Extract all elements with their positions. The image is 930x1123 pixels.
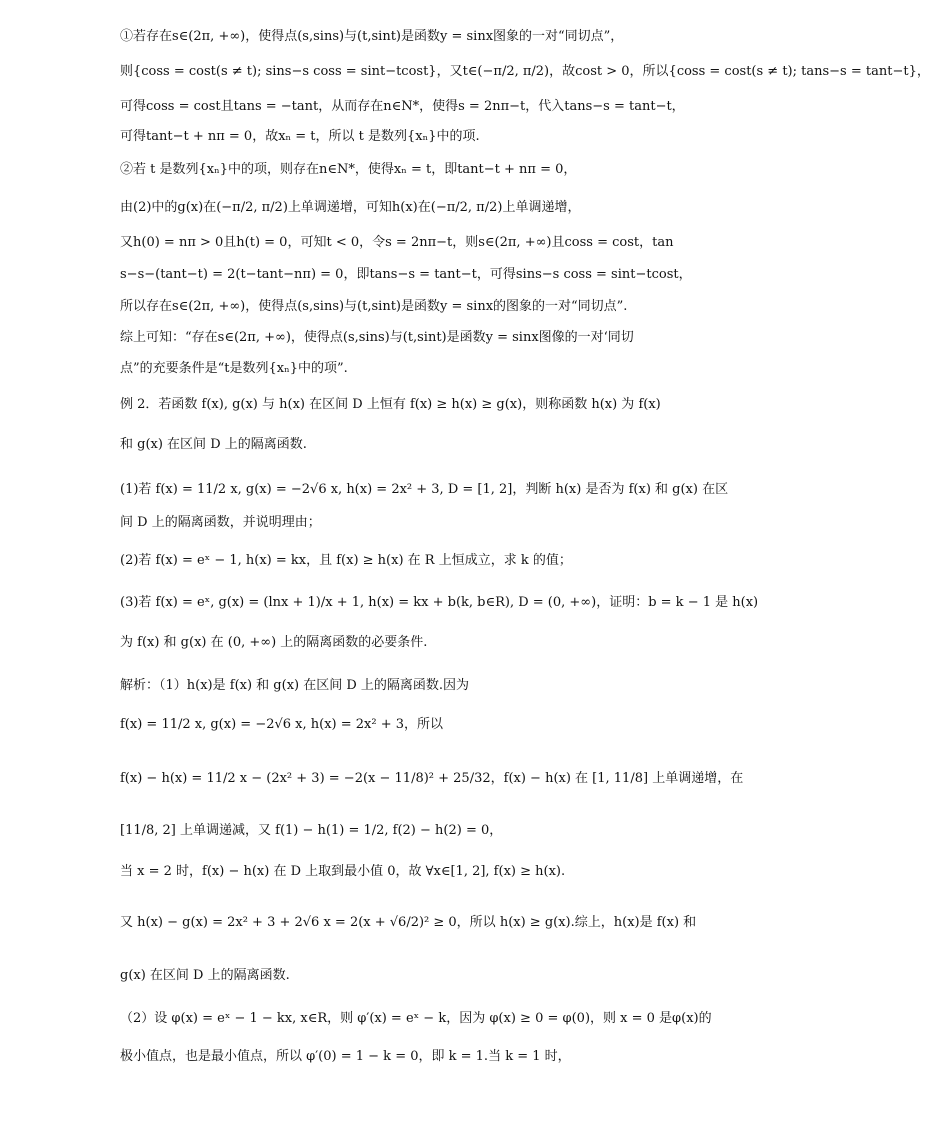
question-2: (2)若 f(x) = eˣ − 1, h(x) = kx，且 f(x) ≥ h(x) 在 R 上恒成立，求 k 的值；: [120, 553, 572, 568]
text-line-1: ①若存在s∈(2π, +∞)，使得点(s,sins)与(t,sint)是函数y = sinx图象的一对“同切点”，: [120, 29, 624, 44]
example-heading: 例 2．若函数 f(x), g(x) 与 h(x) 在区间 D 上恒有 f(x) ≥ h(x) ≥ g(x)，则称函数 h(x) 为 f(x): [120, 397, 661, 412]
text-line-6: 由(2)中的g(x)在(−π/2, π/2)上单调递增，可知h(x)在(−π/2, π/2)上单调递增，: [120, 200, 581, 215]
text-line-13: 和 g(x) 在区间 D 上的隔离函数.: [120, 437, 307, 452]
text-line-20: f(x) = 11/2 x, g(x) = −2√6 x, h(x) = 2x² + 3，所以: [120, 717, 444, 732]
text-line-4: 可得tant−t + nπ = 0，故xₙ = t，所以 t 是数列{xₙ}中的项.: [120, 129, 480, 144]
text-line-21: f(x) − h(x) = 11/2 x − (2x² + 3) = −2(x − 11/8)² + 25/32，f(x) − h(x) 在 [1, 11/8] 上单调递增，在: [120, 771, 744, 786]
text-line-3: 可得coss = cost且tans = −tant，从而存在n∈N*，使得s = 2nπ−t，代入tans−s = tant−t，: [120, 99, 685, 114]
text-line-8: s−s−(tant−t) = 2(t−tant−nπ) = 0，即tans−s = tant−t，可得sins−s coss = sint−tcost，: [120, 267, 692, 282]
text-line-5: ②若 t 是数列{xₙ}中的项，则存在n∈N*，使得xₙ = t，即tant−t + nπ = 0，: [120, 162, 577, 177]
text-line-24: 又 h(x) − g(x) = 2x² + 3 + 2√6 x = 2(x + √6/2)² ≥ 0，所以 h(x) ≥ g(x).综上，h(x)是 f(x) 和: [120, 915, 697, 930]
solution-heading: 解析：（1）h(x)是 f(x) 和 g(x) 在区间 D 上的隔离函数.因为: [120, 678, 470, 693]
text-line-11: 点”的充要条件是“t是数列{xₙ}中的项”.: [120, 361, 348, 376]
text-line-27: 极小值点，也是最小值点，所以 φ′(0) = 1 − k = 0，即 k = 1.当 k = 1 时，: [120, 1049, 571, 1064]
text-line-2: 则{coss = cost(s ≠ t); sins−s coss = sint−tcost}，又t∈(−π/2, π/2)，故cost > 0，所以{coss = cost(s ≠ t); tans−s = tant−t}，: [120, 64, 930, 79]
text-line-9: 所以存在s∈(2π, +∞)，使得点(s,sins)与(t,sint)是函数y = sinx的图象的一对“同切点”.: [120, 299, 628, 314]
text-line-23: 当 x = 2 时，f(x) − h(x) 在 D 上取到最小值 0，故 ∀x∈[1, 2], f(x) ≥ h(x).: [120, 864, 566, 879]
question-3: (3)若 f(x) = eˣ, g(x) = (lnx + 1)/x + 1, h(x) = kx + b(k, b∈R), D = (0, +∞)，证明：b = k − 1 是 h(x): [120, 595, 759, 610]
text-line-18: 为 f(x) 和 g(x) 在 (0, +∞) 上的隔离函数的必要条件.: [120, 635, 428, 650]
text-line-22: [11/8, 2] 上单调递减，又 f(1) − h(1) = 1/2, f(2) − h(2) = 0，: [120, 823, 503, 838]
text-line-26: （2）设 φ(x) = eˣ − 1 − kx, x∈R，则 φ′(x) = eˣ − k，因为 φ(x) ≥ 0 = φ(0)，则 x = 0 是φ(x)的: [120, 1011, 712, 1026]
text-line-25: g(x) 在区间 D 上的隔离函数.: [120, 968, 290, 983]
text-line-10: 综上可知：“存在s∈(2π, +∞)，使得点(s,sins)与(t,sint)是函数y = sinx图像的一对‘同切: [120, 330, 634, 345]
text-line-7: 又h(0) = nπ > 0且h(t) = 0，可知t < 0，令s = 2nπ−t，则s∈(2π, +∞)且coss = cost，tan: [120, 235, 674, 250]
question-1: (1)若 f(x) = 11/2 x, g(x) = −2√6 x, h(x) = 2x² + 3, D = [1, 2]，判断 h(x) 是否为 f(x) 和 g(x) 在区: [120, 482, 729, 497]
text-line-15: 间 D 上的隔离函数，并说明理由；: [120, 515, 321, 530]
